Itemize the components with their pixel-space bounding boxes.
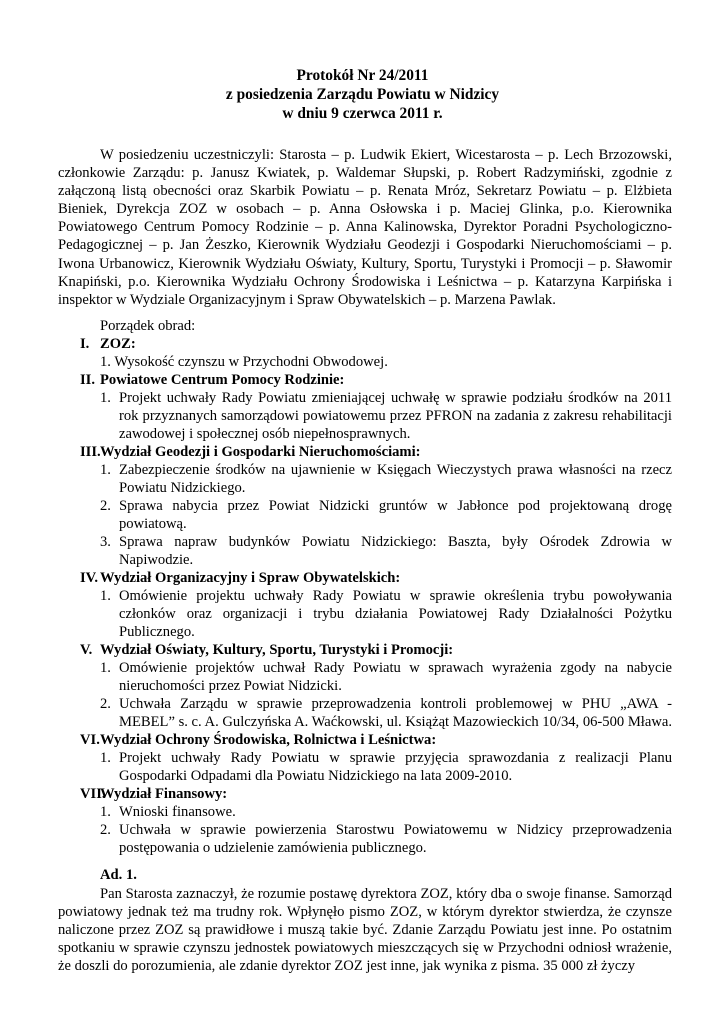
agenda-item [100,803,672,821]
item-number: 1. [100,660,111,676]
section-numeral: IV. [80,570,98,586]
ad1-heading: Ad. 1. [100,867,137,883]
item-text: Projekt uchwały Rady Powiatu w sprawie przyjęcia sprawozdania z realizacji Planu Gospodarki Odpadami dla Powiatu Nidzickiego na lata 2009-2010. [119,750,672,785]
item-number: 1. [100,804,111,820]
item-text: Wysokość czynszu w Przychodni Obwodowej. [114,354,388,370]
agenda-item [100,659,672,695]
protocol-title: Protokół Nr 24/2011 [296,67,429,84]
item-text: Uchwała w sprawie powierzenia Starostwu Powiatowemu w Nidzicy przeprowadzenia postępowania o udzielenie zamówienia publicznego. [119,822,672,857]
agenda-section-heading [80,443,421,461]
agenda-item [100,749,672,785]
attendance-paragraph: W posiedzeniu uczestniczyli: Starosta – p. Ludwik Ekiert, Wicestarosta – p. Lech Brzozowski, członkowie Zarządu: p. Janusz Kwiatek, p. Waldemar Słupski, p. Robert Radzymiński, zgodnie z załączoną listą obecności oraz Skarbik Powiatu – p. Renata Mróz, Sekretarz Powiatu – p. Elżbieta Bieniek, Dyrekcja ZOZ w osobach – p. Anna Osłowska i p. Maciej Glinka, p.o. Kierownika Powiatowego Centrum Pomocy Rodzinie – p. Anna Kalinowska, Dyrektor Poradni Psychologiczno-Pedagogicznej – p. Jan Żeszko, Kierownik Wydziału Geodezji i Gospodarki Nieruchomościami – p. Iwona Urbanowicz, Kierownik Wydziału Oświaty, Kultury, Sportu, Turystyki i Promocji – p. Sławomir Knapiński, p.o. Kierownika Wydziału Ochrony Środowiska i Leśnictwa – p. Katarzyna Karpińska i inspektor w Wydziale Organizacyjnym i Spraw Obywatelskich – p. Marzena Pawlak. [58,147,672,308]
section-numeral: II. [80,372,96,388]
agenda-section-heading [80,569,400,587]
agenda-section-heading [80,371,344,389]
meeting-subtitle: z posiedzenia Zarządu Powiatu w Nidzicy [225,86,500,103]
agenda-section-heading [80,785,227,803]
section-numeral: I. [80,336,90,352]
item-number: 1. [100,354,111,370]
meeting-date: w dniu 9 czerwca 2011 r. [282,105,443,122]
item-text: Sprawa napraw budynków Powiatu Nidzickiego: Baszta, były Ośrodek Zdrowia w Napiwodzie. [119,534,672,569]
item-text: Wnioski finansowe. [119,804,236,820]
ad1-paragraph: Pan Starosta zaznaczył, że rozumie postawę dyrektora ZOZ, który dba o swoje finanse. Samorząd powiatowy jednak też ma trudny rok. Wpłynęło pismo ZOZ, w którym dyrektor stwierdza, że czynsze naliczone przez ZOZ są prawidłowe i muszą takie być. Zdanie Zarządu Powiatu jest inne. Po ostatnim spotkaniu w sprawie czynszu jednostek powiatowych mieszczących się w Przychodni odniosł wrażenie, że doszli do porozumienia, ale zdanie dyrektor ZOZ jest inne, jak wynika z pisma. 35 000 zł życzy [58,886,672,975]
agenda-section-heading [80,731,436,749]
section-title: Wydział Finansowy: [100,786,228,802]
item-text: Omówienie projektu uchwały Rady Powiatu w sprawie określenia trybu powoływania członków oraz organizacji i trybu działania Powiatowej Rady Działalności Pożytku Publicznego. [119,588,672,641]
section-title: ZOZ: [100,336,136,352]
section-title: Wydział Organizacyjny i Spraw Obywatelskich: [100,570,401,586]
item-number: 1. [100,588,111,604]
agenda-item [100,587,672,641]
item-text: Omówienie projektów uchwał Rady Powiatu w sprawach wyrażenia zgody na nabycie nieruchomości przez Powiat Nidzicki. [119,660,672,695]
item-number: 2. [100,498,111,514]
item-number: 1. [100,750,111,766]
section-title: Powiatowe Centrum Pomocy Rodzinie: [100,372,345,388]
agenda-item [100,695,672,731]
agenda-item [100,533,672,569]
agenda-item [100,461,672,497]
item-number: 3. [100,534,111,550]
section-title: Wydział Ochrony Środowiska, Rolnictwa i Leśnictwa: [100,732,437,748]
item-number: 2. [100,696,111,712]
item-text: Projekt uchwały Rady Powiatu zmieniającej uchwałę w sprawie podziału środków na 2011 rok przyznanych samorządowi powiatowemu przez PFRON na zadania z zakresu rehabilitacji zawodowej i społecznej osób niepełnosprawnych. [119,390,672,443]
section-title: Wydział Geodezji i Gospodarki Nieruchomościami: [100,444,421,460]
agenda-item [100,497,672,533]
agenda-item [100,389,672,443]
section-numeral: V. [80,642,93,658]
section-title: Wydział Oświaty, Kultury, Sportu, Turystyki i Promocji: [100,642,454,658]
item-text: Sprawa nabycia przez Powiat Nidzicki gruntów w Jabłonce pod projektowaną drogę powiatową. [119,498,672,533]
agenda-item [100,353,388,371]
agenda-item [100,821,672,857]
item-number: 2. [100,822,111,838]
item-text: Uchwała Zarządu w sprawie przeprowadzenia kontroli problemowej w PHU „AWA - MEBEL” s. c. A. Gulczyńska A. Waćkowski, ul. Książąt Mazowieckich 10/34, 06-500 Mława. [119,696,673,731]
agenda-section-heading [80,641,453,659]
agenda-section-heading [80,335,136,353]
item-number: 1. [100,390,111,406]
item-text: Zabezpieczenie środków na ujawnienie w Księgach Wieczystych prawa własności na rzecz Powiatu Nidzickiego. [119,462,672,497]
section-numeral: VI. [80,732,100,748]
agenda-label: Porządek obrad: [100,318,196,334]
item-number: 1. [100,462,111,478]
section-numeral: III. [80,444,101,460]
section-numeral: VII. [80,786,106,802]
